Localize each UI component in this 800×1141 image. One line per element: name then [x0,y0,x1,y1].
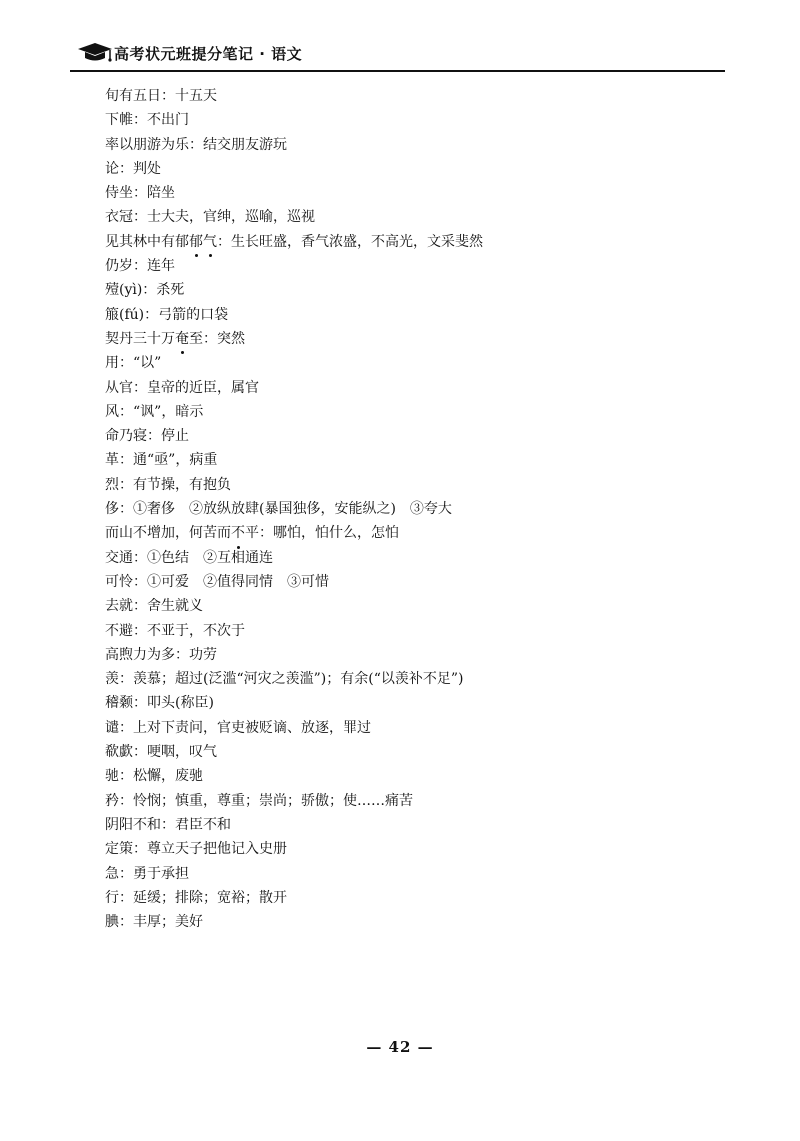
graduation-cap-icon [76,40,114,64]
page-header [70,38,725,74]
glossary-entry: 从官：皇帝的近臣，属官 [105,379,259,396]
glossary-entry: 欷歔：哽咽，叹气 [105,744,217,761]
glossary-entry: 下帷：不出门 [105,112,189,129]
glossary-entry: 箙(fú)：弓箭的口袋 [105,306,229,323]
glossary-entry: 腆：丰厚；美好 [105,914,203,931]
glossary-entry: 论：判处 [105,160,161,177]
glossary-entry: 率以朋游为乐：结交朋友游玩 [105,136,287,153]
glossary-entry: 烈：有节操，有抱负 [105,476,231,493]
header-title: 高考状元班提分笔记 · 语文 [114,45,303,63]
glossary-entry: 而山不增加，何苦而不平：哪怕，怕什么，怎怕 [105,521,705,545]
glossary-entry: 羡：羡慕；超过(泛滥“河灾之羡滥”)；有余(“以羡补不足”) [105,671,464,688]
glossary-entry: 急：勇于承担 [105,865,189,882]
glossary-entry: 见其林中有郁郁气：生长旺盛，香气浓盛，不高光，文采斐然 [105,230,705,254]
glossary-list [105,84,705,934]
glossary-entry: 旬有五日：十五天 [105,88,217,104]
glossary-entry: 衣冠：士大夫，官绅，巡喻，巡视 [105,209,315,226]
glossary-entry: 革：通“亟”，病重 [105,452,218,469]
glossary-entry: 殪(yì)：杀死 [105,282,185,299]
glossary-entry: 风：“讽”，暗示 [105,403,204,420]
glossary-entry: 谴：上对下责问，官吏被贬谪、放逐，罪过 [105,719,371,736]
page-number: — 42 — [366,1038,434,1056]
glossary-entry: 仍岁：连年 [105,258,175,275]
glossary-entry: 行：延缓；排除；宽裕；散开 [105,889,287,906]
header-rule [70,70,725,72]
glossary-entry: 侈：①奢侈 ②放纵放肆(暴国独侈，安能纵之) ③夸大 [105,501,452,518]
glossary-entry: 可怜：①可爱 ②值得同情 ③可惜 [105,573,329,590]
emphasis-mark: 奄 [175,327,189,351]
glossary-entry: 去就：舍生就义 [105,598,203,615]
glossary-entry: 定策：尊立天子把他记入史册 [105,841,287,858]
emphasis-mark: 郁 [189,230,203,254]
glossary-entry: 阴阳不和：君臣不和 [105,816,231,833]
glossary-entry: 契丹三十万奄至：突然 [105,327,705,351]
glossary-entry: 驰：松懈，废驰 [105,768,203,785]
glossary-entry: 矜：怜悯；慎重，尊重；崇尚；骄傲；使……痛苦 [105,792,413,809]
glossary-entry: 交通：①色结 ②互相通连 [105,549,273,566]
glossary-entry: 侍坐：陪坐 [105,185,175,202]
emphasis-mark: 气 [203,230,217,254]
emphasis-mark: 不 [231,521,245,545]
glossary-entry: 命乃寝：停止 [105,428,189,445]
glossary-entry: 不避：不亚于，不次于 [105,622,245,639]
glossary-entry: 稽颡：叩头(称臣) [105,695,214,712]
glossary-entry: 高煦力为多：功劳 [105,646,217,663]
glossary-entry: 用：“以” [105,355,162,372]
